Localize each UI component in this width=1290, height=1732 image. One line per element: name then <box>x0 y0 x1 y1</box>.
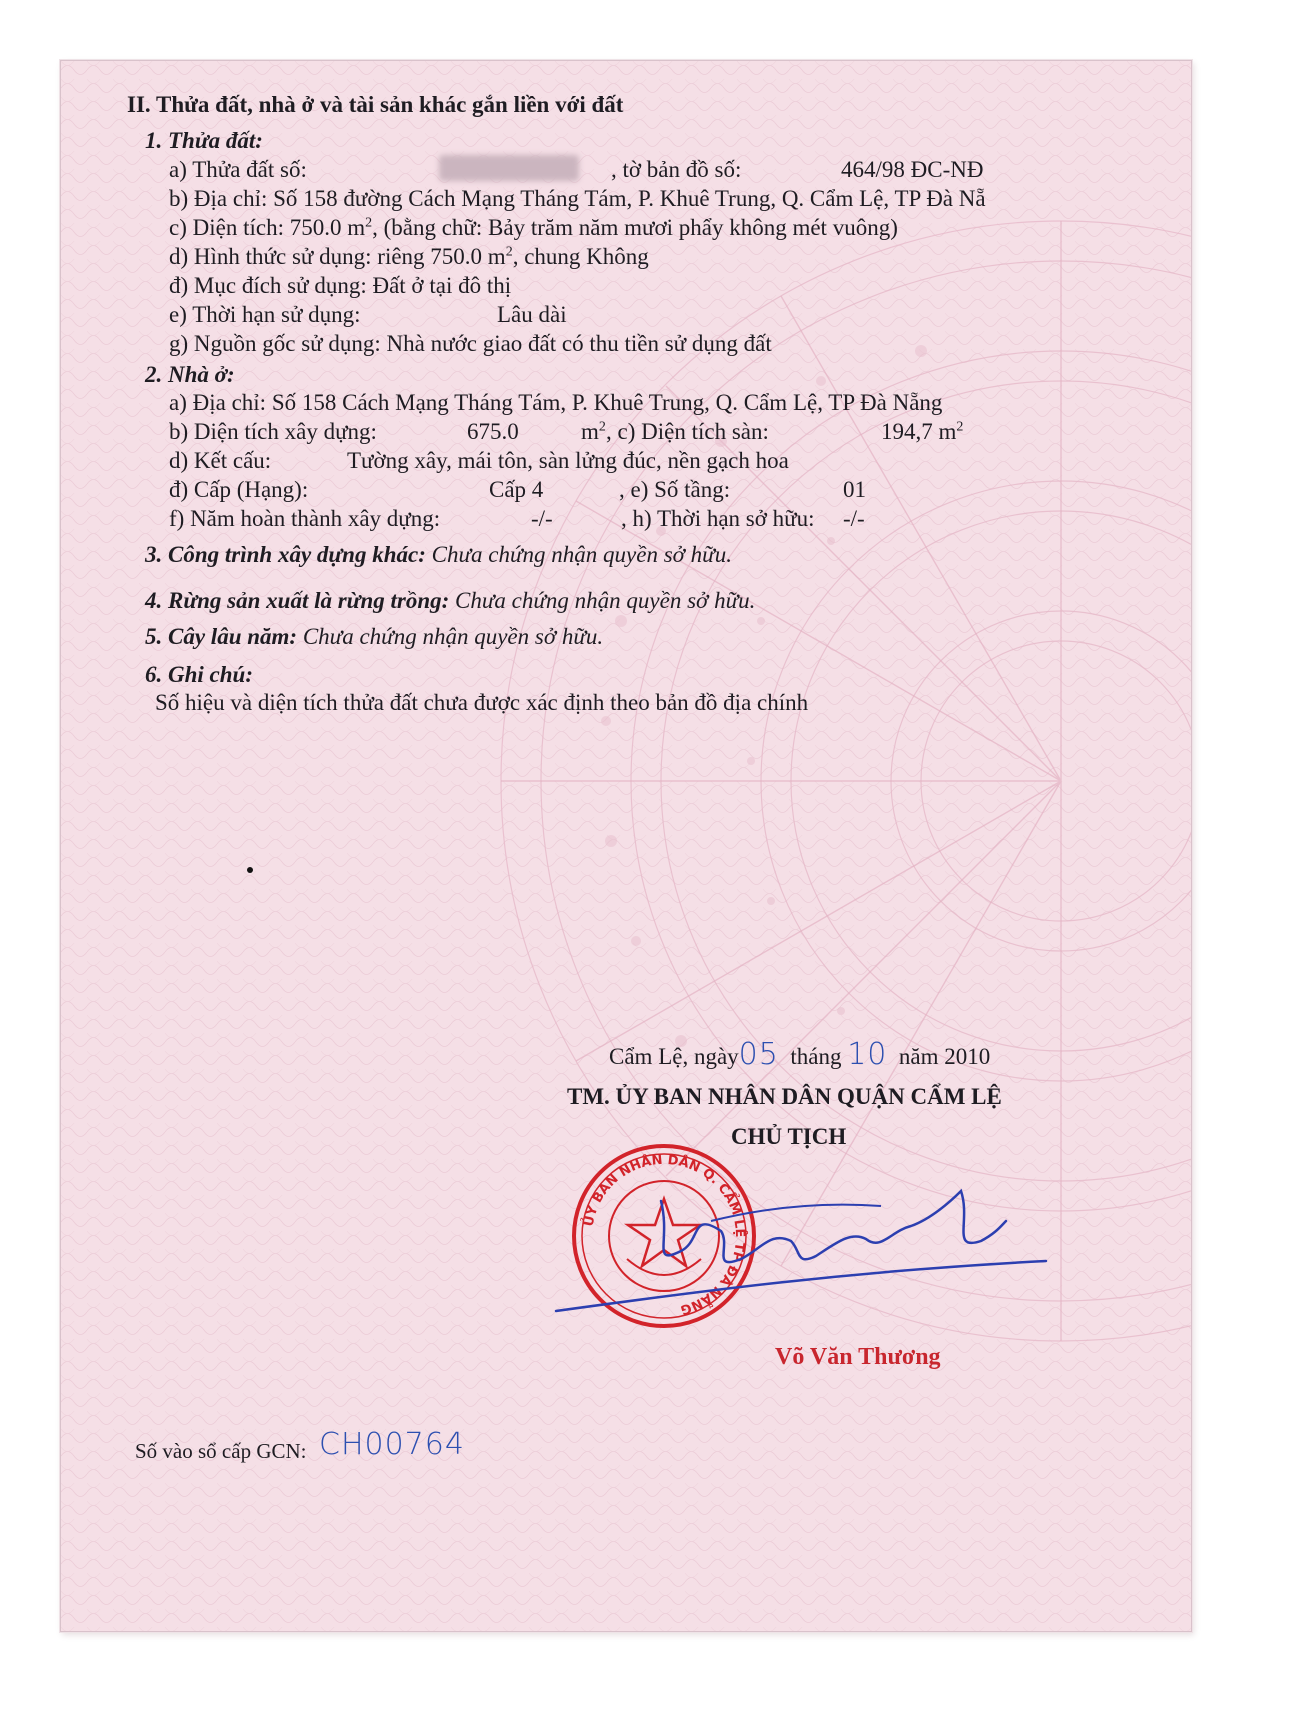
land-address: b) Địa chỉ: Số 158 đường Cách Mạng Tháng Tám, P. Khuê Trung, Q. Cẩm Lệ, TP Đà Nẵ <box>169 186 986 211</box>
house-completion-label: f) Năm hoàn thành xây dựng: <box>169 506 441 531</box>
production-forest: 4. Rừng sản xuất là rừng trồng: Chưa chứng nhận quyền sở hữu. <box>145 588 756 613</box>
house-build-area-value: 675.0 <box>467 419 519 444</box>
land-map-sheet-value: 464/98 ĐC-NĐ <box>841 157 984 182</box>
land-parcel-number-label: a) Thửa đất số: <box>169 157 307 182</box>
house-floors-label: , e) Số tầng: <box>619 477 731 502</box>
seal-text: ỦY BAN NHÂN DÂN Q. CẨM LỆ TP ĐÀ NẴNG <box>581 1152 748 1317</box>
house-floor-area-value: 194,7 $m^2$ <box>881 419 964 444</box>
house-completion-value: -/- <box>531 506 553 531</box>
house-structure-value: Tường xây, mái tôn, sàn lửng đúc, nền gạch hoa <box>347 448 789 473</box>
signer-name: Võ Văn Thương <box>775 1344 941 1370</box>
land-purpose: đ) Mục đích sử dụng: Đất ở tại đô thị <box>169 273 512 298</box>
notes-heading: 6. Ghi chú: <box>145 662 253 687</box>
registry-label: Số vào sổ cấp GCN: <box>135 1439 307 1463</box>
house-grade-value: Cấp 4 <box>489 477 544 502</box>
land-heading: 1. Thửa đất: <box>145 128 263 153</box>
house-floor-area-label: , c) Diện tích sàn: <box>606 419 769 444</box>
house-floors-value: 01 <box>843 477 866 502</box>
land-term-label: e) Thời hạn sử dụng: <box>169 302 361 327</box>
land-area: c) Diện tích: 750.0 $m^2$, (bằng chữ: Bảy trăm năm mươi phẩy không mét vuông) <box>169 215 898 240</box>
issuing-organization: TM. ỦY BAN NHÂN DÂN QUẬN CẨM LỆ <box>567 1084 1002 1109</box>
house-build-area-label: b) Diện tích xây dựng: <box>169 419 377 444</box>
registry-number: CH00764 <box>319 1427 465 1462</box>
house-structure-label: d) Kết cấu: <box>169 448 272 473</box>
certificate-page <box>60 60 1192 1632</box>
house-ownership-term-value: -/- <box>843 506 865 531</box>
perennial-trees: 5. Cây lâu năm: Chưa chứng nhận quyền sở hữu. <box>145 624 604 649</box>
redacted-parcel-number <box>439 155 579 181</box>
house-build-area-unit: $m^2$ <box>581 419 606 444</box>
land-origin: g) Nguồn gốc sử dụng: Nhà nước giao đất có thu tiền sử dụng đất <box>169 331 772 356</box>
house-ownership-term-label: , h) Thời hạn sở hữu: <box>621 506 815 531</box>
house-heading: 2. Nhà ở: <box>145 362 235 387</box>
land-term-value: Lâu dài <box>497 302 567 327</box>
land-usage-form: d) Hình thức sử dụng: riêng 750.0 $m^2$, chung Không <box>169 244 649 269</box>
handwritten-signature <box>551 1171 1051 1331</box>
house-address: a) Địa chỉ: Số 158 Cách Mạng Tháng Tám, P. Khuê Trung, Q. Cẩm Lệ, TP Đà Nẵng <box>169 390 943 415</box>
ink-dot <box>247 867 253 873</box>
notes-text: Số hiệu và diện tích thửa đất chưa được xác định theo bản đồ địa chính <box>155 690 809 715</box>
issue-date: Cẩm Lệ, ngày05 tháng 10 năm 2010 <box>609 1037 991 1072</box>
issue-day: 05 <box>738 1037 779 1072</box>
land-map-sheet-label: , tờ bản đồ số: <box>611 157 742 182</box>
signer-title: CHỦ TỊCH <box>731 1124 847 1149</box>
issue-month: 10 <box>847 1037 888 1072</box>
other-construction: 3. Công trình xây dựng khác: Chưa chứng nhận quyền sở hữu. <box>145 542 732 567</box>
house-grade-label: đ) Cấp (Hạng): <box>169 477 309 502</box>
section-title: II. Thửa đất, nhà ở và tài sản khác gắn liền với đất <box>127 92 624 117</box>
